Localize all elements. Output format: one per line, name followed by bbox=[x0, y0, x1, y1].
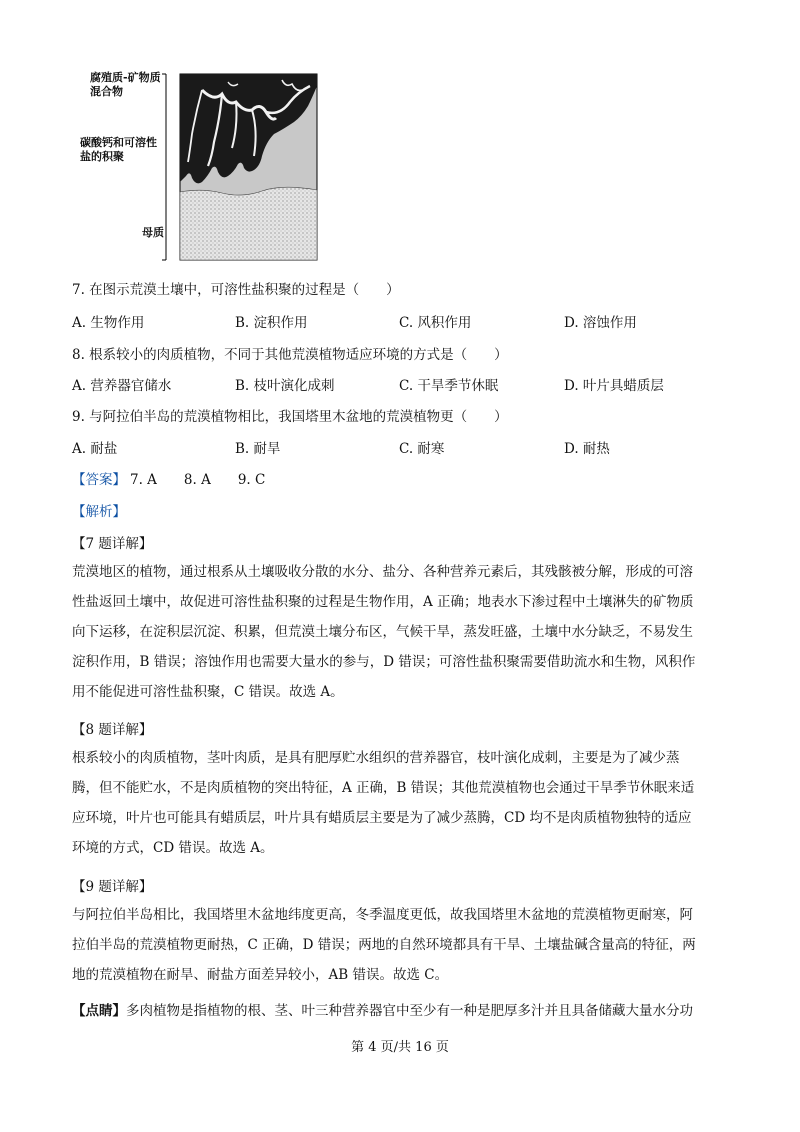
soil-profile-diagram bbox=[162, 72, 324, 262]
detail-8-line: 根系较小的肉质植物，茎叶肉质，是具有肥厚贮水组织的营养器官，枝叶演化成刺，主要是为了减少蒸 bbox=[72, 750, 680, 766]
analysis-label: 【解析】 bbox=[72, 504, 126, 520]
question-8-option-a: A. 营养器官储水 bbox=[72, 378, 172, 394]
figure-label-humus-line2: 混合物 bbox=[90, 85, 123, 98]
detail-7-line: 荒漠地区的植物，通过根系从土壤吸收分散的水分、盐分、各种营养元素后，其残骸被分解，形成的可溶 bbox=[72, 564, 693, 580]
detail-8-line: 腾，但不能贮水，不是肉质植物的突出特征，A 正确，B 错误；其他荒漠植物也会通过干旱季节休眠来适 bbox=[72, 780, 695, 796]
question-7-option-a: A. 生物作用 bbox=[72, 315, 145, 331]
detail-9-line: 地的荒漠植物在耐旱、耐盐方面差异较小，AB 错误。故选 C。 bbox=[72, 967, 449, 983]
detail-9-line: 与阿拉伯半岛相比，我国塔里木盆地纬度更高，冬季温度更低，故我国塔里木盆地的荒漠植物更耐寒，阿 bbox=[72, 907, 693, 923]
detail-7-line: 性盐返回土壤中，故促进可溶性盐积聚的过程是生物作用，A 正确；地表水下渗过程中土壤淋失的矿物质 bbox=[72, 594, 694, 610]
answer-label: 【答案】 bbox=[72, 472, 126, 488]
question-9-option-a: A. 耐盐 bbox=[72, 441, 118, 457]
detail-8-heading: 【8 题详解】 bbox=[72, 722, 153, 738]
answer-line bbox=[72, 468, 265, 488]
question-9-option-b: B. 耐旱 bbox=[235, 441, 281, 457]
tip-label: 【点睛】 bbox=[72, 1003, 126, 1019]
figure-label-salt-line2: 盐的积聚 bbox=[80, 150, 124, 163]
question-9-option-c: C. 耐寒 bbox=[399, 441, 445, 457]
question-9-option-d: D. 耐热 bbox=[564, 441, 610, 457]
detail-8-line: 环境的方式，CD 错误。故选 A。 bbox=[72, 840, 274, 856]
detail-8-paragraph bbox=[72, 743, 732, 863]
figure-label-humus bbox=[90, 71, 161, 99]
question-7-option-d: D. 溶蚀作用 bbox=[564, 315, 637, 331]
tip-text: 多肉植物是指植物的根、茎、叶三种营养器官中至少有一种是肥厚多汁并且具备储藏大量水分功 bbox=[126, 1003, 693, 1019]
question-7-option-b: B. 淀积作用 bbox=[235, 315, 308, 331]
question-8-stem: 8. 根系较小的肉质植物，不同于其他荒漠植物适应环境的方式是（ ） bbox=[72, 347, 508, 363]
detail-9-heading: 【9 题详解】 bbox=[72, 879, 153, 895]
figure-label-parent: 母质 bbox=[142, 226, 164, 239]
question-7-stem: 7. 在图示荒漠土壤中，可溶性盐积聚的过程是（ ） bbox=[72, 282, 400, 298]
question-8-option-b: B. 枝叶演化成刺 bbox=[235, 378, 335, 394]
detail-7-paragraph bbox=[72, 557, 732, 707]
figure-label-salt-line1: 碳酸钙和可溶性 bbox=[80, 136, 157, 149]
tip-line bbox=[72, 996, 732, 1026]
figure-label-salt bbox=[80, 136, 157, 164]
detail-7-line: 向下运移，在淀积层沉淀、积累，但荒漠土壤分布区，气候干旱，蒸发旺盛，土壤中水分缺乏，不易发生 bbox=[72, 624, 693, 640]
question-7-option-c: C. 风积作用 bbox=[399, 315, 472, 331]
detail-7-line: 淀积作用，B 错误；溶蚀作用也需要大量水的参与，D 错误；可溶性盐积聚需要借助流水和生物，风积作 bbox=[72, 654, 696, 670]
detail-8-line: 应环境，叶片也可能具有蜡质层，叶片具有蜡质层主要是为了减少蒸腾，CD 均不是肉质植物独特的适应 bbox=[72, 810, 692, 826]
detail-9-line: 拉伯半岛的荒漠植物更耐热，C 正确，D 错误；两地的自然环境都具有干旱、土壤盐碱含量高的特征，两 bbox=[72, 937, 696, 953]
detail-9-paragraph bbox=[72, 900, 732, 990]
question-8-option-c: C. 干旱季节休眠 bbox=[399, 378, 499, 394]
question-9-stem: 9. 与阿拉伯半岛的荒漠植物相比，我国塔里木盆地的荒漠植物更（ ） bbox=[72, 409, 508, 425]
page-footer: 第 4 页/共 16 页 bbox=[351, 1040, 449, 1055]
figure-label-humus-line1: 腐殖质-矿物质 bbox=[90, 71, 161, 84]
detail-7-heading: 【7 题详解】 bbox=[72, 536, 153, 552]
answer-values: 7. A 8. A 9. C bbox=[130, 472, 266, 488]
detail-7-line: 用不能促进可溶性盐积聚，C 错误。故选 A。 bbox=[72, 684, 344, 700]
question-8-option-d: D. 叶片具蜡质层 bbox=[564, 378, 664, 394]
